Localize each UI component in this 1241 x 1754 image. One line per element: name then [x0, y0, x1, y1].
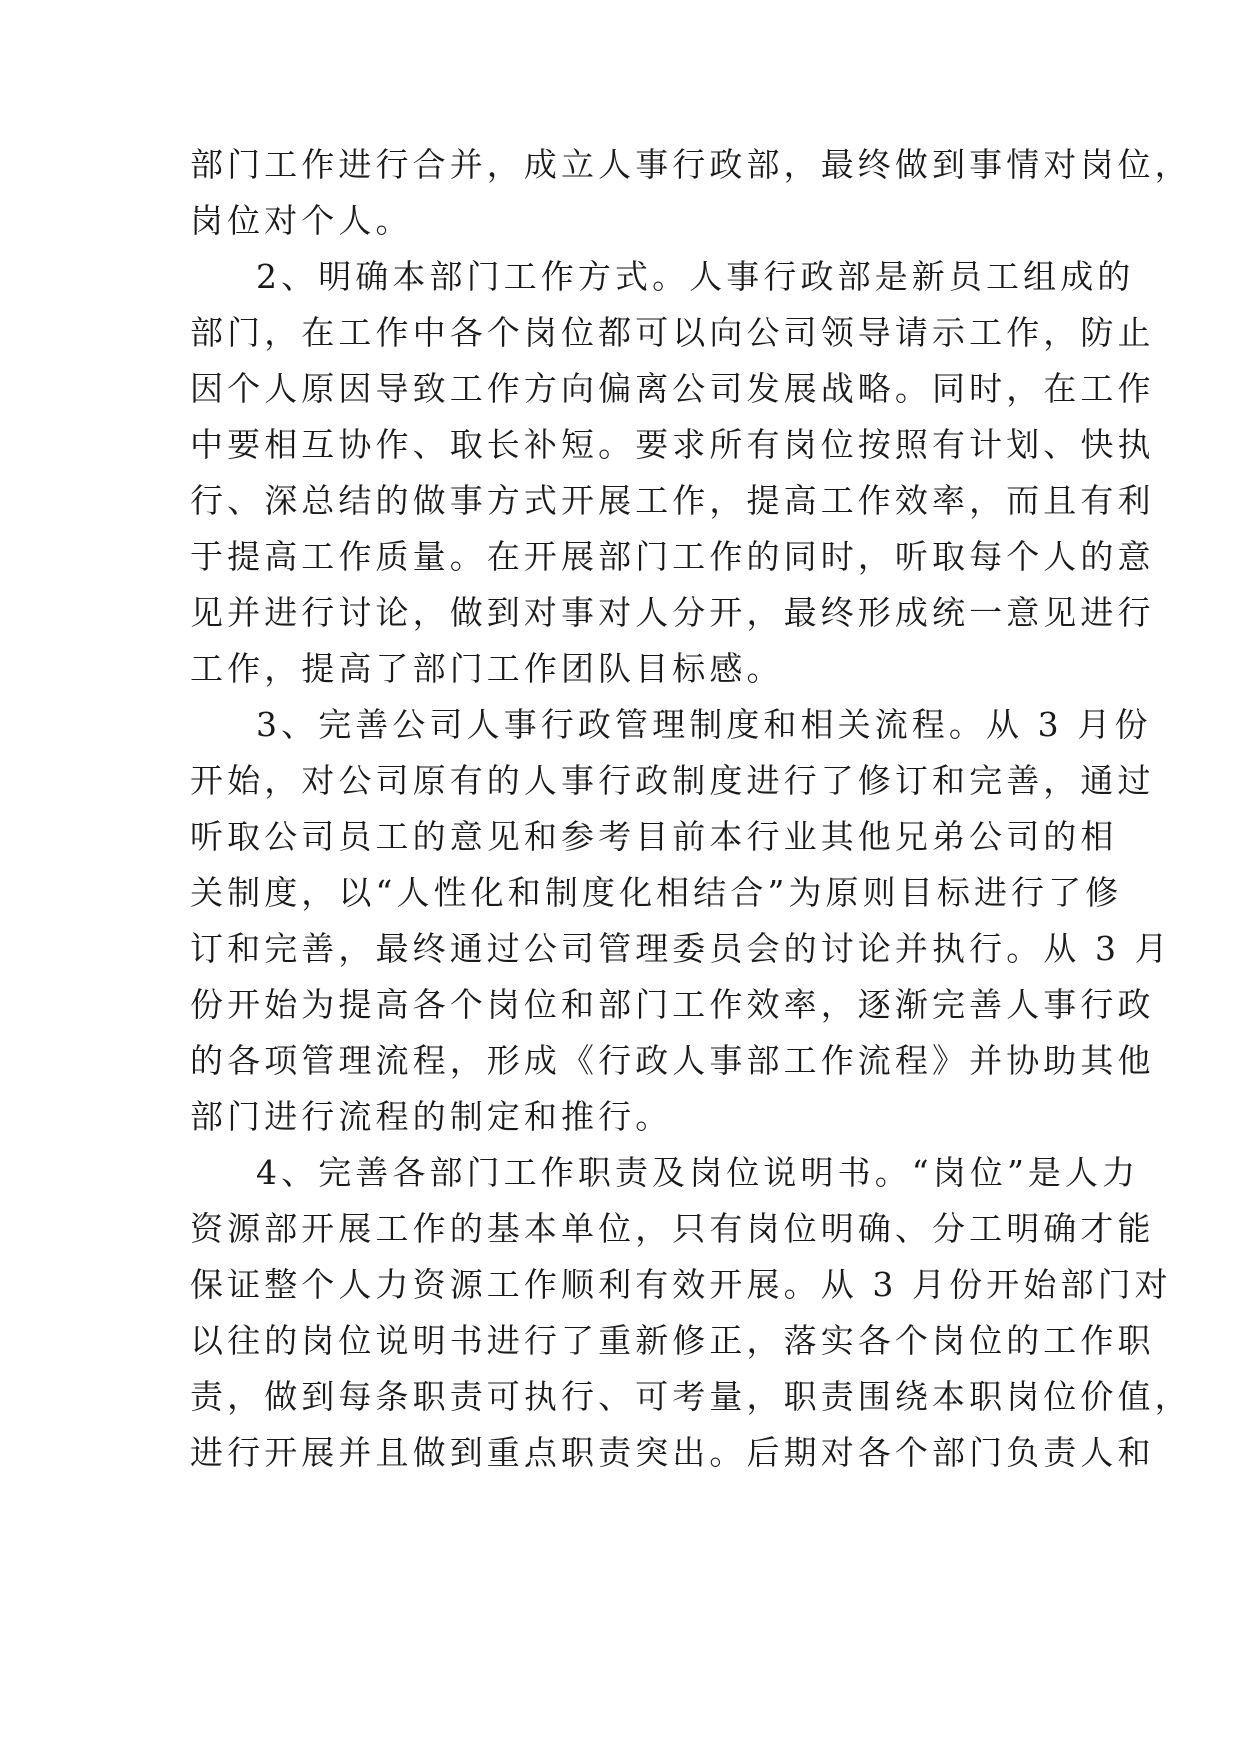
text-line: 见并进行讨论，做到对事对人分开，最终形成统一意见进行: [190, 593, 1155, 632]
text-line: 因个人原因导致工作方向偏离公司发展战略。同时，在工作: [190, 369, 1155, 408]
text-line: 部门工作进行合并，成立人事行政部，最终做到事情对岗位，: [190, 145, 1192, 184]
text-line: 份开始为提高各个岗位和部门工作效率，逐渐完善人事行政: [190, 985, 1155, 1024]
text-line: 听取公司员工的意见和参考目前本行业其他兄弟公司的相: [190, 817, 1118, 856]
text-line: 保证整个人力资源工作顺利有效开展。从 3 月份开始部门对: [190, 1265, 1172, 1304]
text-line: 行、深总结的做事方式开展工作，提高工作效率，而且有利: [190, 481, 1155, 520]
text-line: 工作，提高了部门工作团队目标感。: [190, 649, 784, 688]
text-line: 4、完善各部门工作职责及岗位说明书。“岗位”是人力: [256, 1153, 1140, 1192]
text-line: 于提高工作质量。在开展部门工作的同时，听取每个人的意: [190, 537, 1155, 576]
text-line: 以往的岗位说明书进行了重新修正，落实各个岗位的工作职: [190, 1321, 1155, 1360]
text-line: 开始，对公司原有的人事行政制度进行了修订和完善，通过: [190, 761, 1155, 800]
text-line: 部门，在工作中各个岗位都可以向公司领导请示工作，防止: [190, 313, 1155, 352]
text-line: 2、明确本部门工作方式。人事行政部是新员工组成的: [256, 257, 1135, 296]
text-line: 岗位对个人。: [190, 201, 413, 240]
text-line: 关制度，以“人性化和制度化相结合”为原则目标进行了修: [190, 873, 1123, 912]
text-line: 3、完善公司人事行政管理制度和相关流程。从 3 月份: [256, 705, 1152, 744]
text-line: 部门进行流程的制定和推行。: [190, 1097, 673, 1136]
text-line: 订和完善，最终通过公司管理委员会的讨论并执行。从 3 月: [190, 929, 1172, 968]
text-line: 责，做到每条职责可执行、可考量，职责围绕本职岗位价值，: [190, 1377, 1192, 1416]
text-line: 资源部开展工作的基本单位，只有岗位明确、分工明确才能: [190, 1209, 1155, 1248]
text-line: 中要相互协作、取长补短。要求所有岗位按照有计划、快执: [190, 425, 1155, 464]
text-line: 的各项管理流程，形成《行政人事部工作流程》并协助其他: [190, 1041, 1155, 1080]
text-line: 进行开展并且做到重点职责突出。后期对各个部门负责人和: [190, 1433, 1155, 1472]
